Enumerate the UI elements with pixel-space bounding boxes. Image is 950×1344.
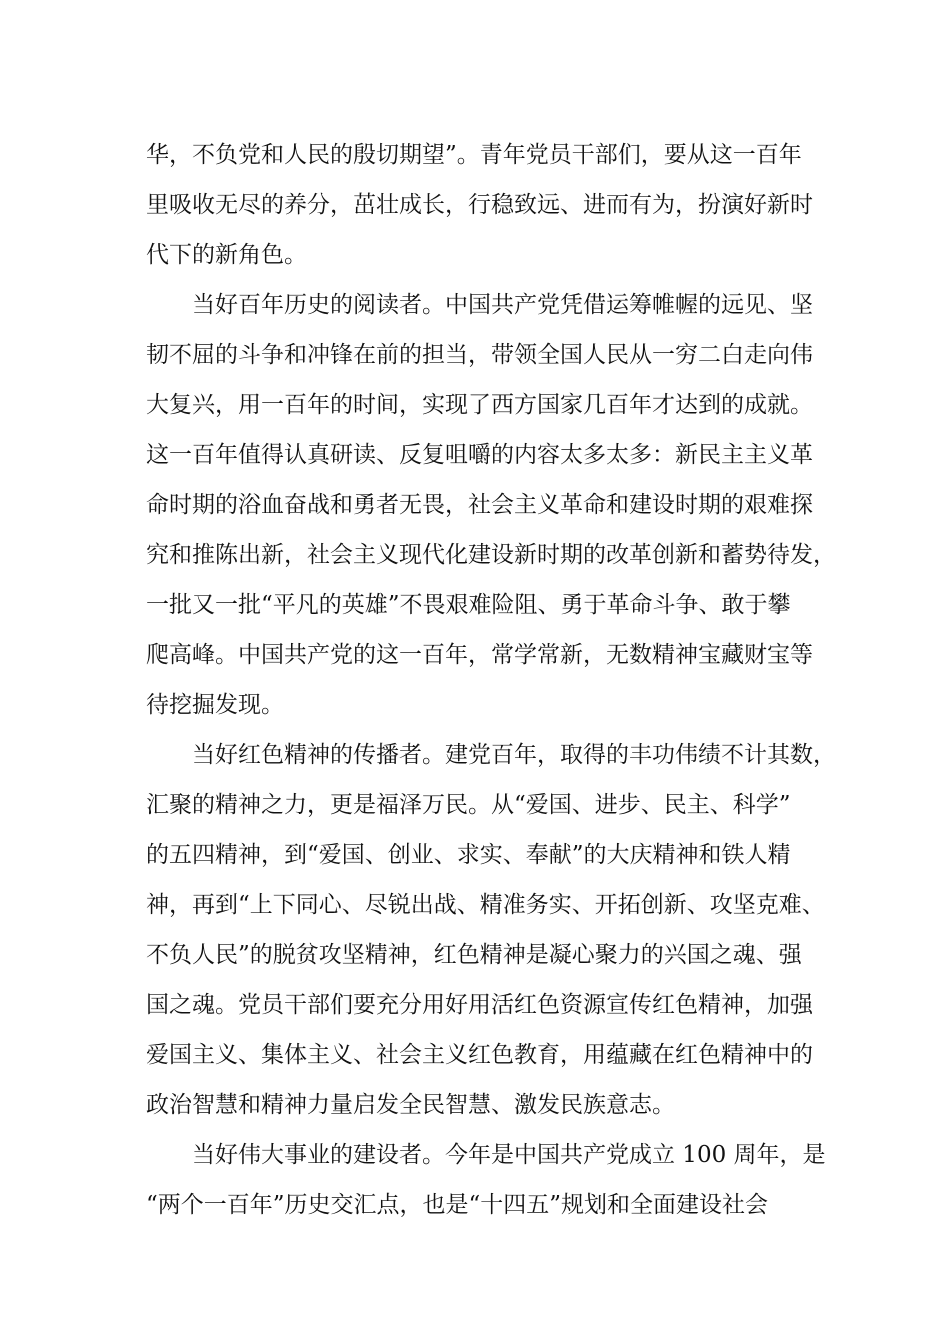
text-line: 当好红色精神的传播者。建党百年，取得的丰功伟绩不计其数，: [192, 742, 836, 768]
text-line: 这一百年值得认真研读、反复咀嚼的内容太多太多：新民主主义革: [146, 442, 813, 468]
text-line: 大复兴，用一百年的时间，实现了西方国家几百年才达到的成就。: [146, 392, 813, 418]
text-line: 韧不屈的斗争和冲锋在前的担当，带领全国人民从一穷二白走向伟: [146, 342, 813, 368]
text-line: 命时期的浴血奋战和勇者无畏，社会主义革命和建设时期的艰难探: [146, 492, 813, 518]
text-line: “两个一百年”历史交汇点，也是“十四五”规划和全面建设社会: [146, 1192, 769, 1218]
text-line: 里吸收无尽的养分，茁壮成长，行稳致远、进而有为，扮演好新时: [146, 192, 813, 218]
text-line: 爬高峰。中国共产党的这一百年，常学常新，无数精神宝藏财宝等: [146, 642, 813, 668]
text-line: 国之魂。党员干部们要充分用好用活红色资源宣传红色精神，加强: [146, 992, 813, 1018]
text-line: 神，再到“上下同心、尽锐出战、精准务实、开拓创新、攻坚克难、: [146, 892, 825, 918]
body-text: [146, 130, 836, 1230]
text-line: 政治智慧和精神力量启发全民智慧、激发民族意志。: [146, 1092, 675, 1118]
text-line: 一批又一批“平凡的英雄”不畏艰难险阻、勇于革命斗争、敢于攀: [146, 592, 791, 618]
text-line: 不负人民”的脱贫攻坚精神，红色精神是凝心聚力的兴国之魂、强: [146, 942, 802, 968]
text-line: 爱国主义、集体主义、社会主义红色教育，用蕴藏在红色精神中的: [146, 1042, 813, 1068]
text-line: 华，不负党和人民的殷切期望”。青年党员干部们，要从这一百年: [146, 142, 802, 168]
text-line: 代下的新角色。: [146, 242, 307, 268]
text-line: 当好百年历史的阅读者。中国共产党凭借运筹帷幄的远见、坚: [192, 292, 813, 318]
text-line: 究和推陈出新，社会主义现代化建设新时期的改革创新和蓄势待发，: [146, 542, 836, 568]
text-line: 的五四精神，到“爱国、创业、求实、奉献”的大庆精神和铁人精: [146, 842, 791, 868]
text-line: 当好伟大事业的建设者。今年是中国共产党成立 100 周年，是: [192, 1142, 826, 1168]
text-line: 汇聚的精神之力，更是福泽万民。从“爱国、进步、民主、科学”: [146, 792, 791, 818]
text-line: 待挖掘发现。: [146, 692, 284, 718]
